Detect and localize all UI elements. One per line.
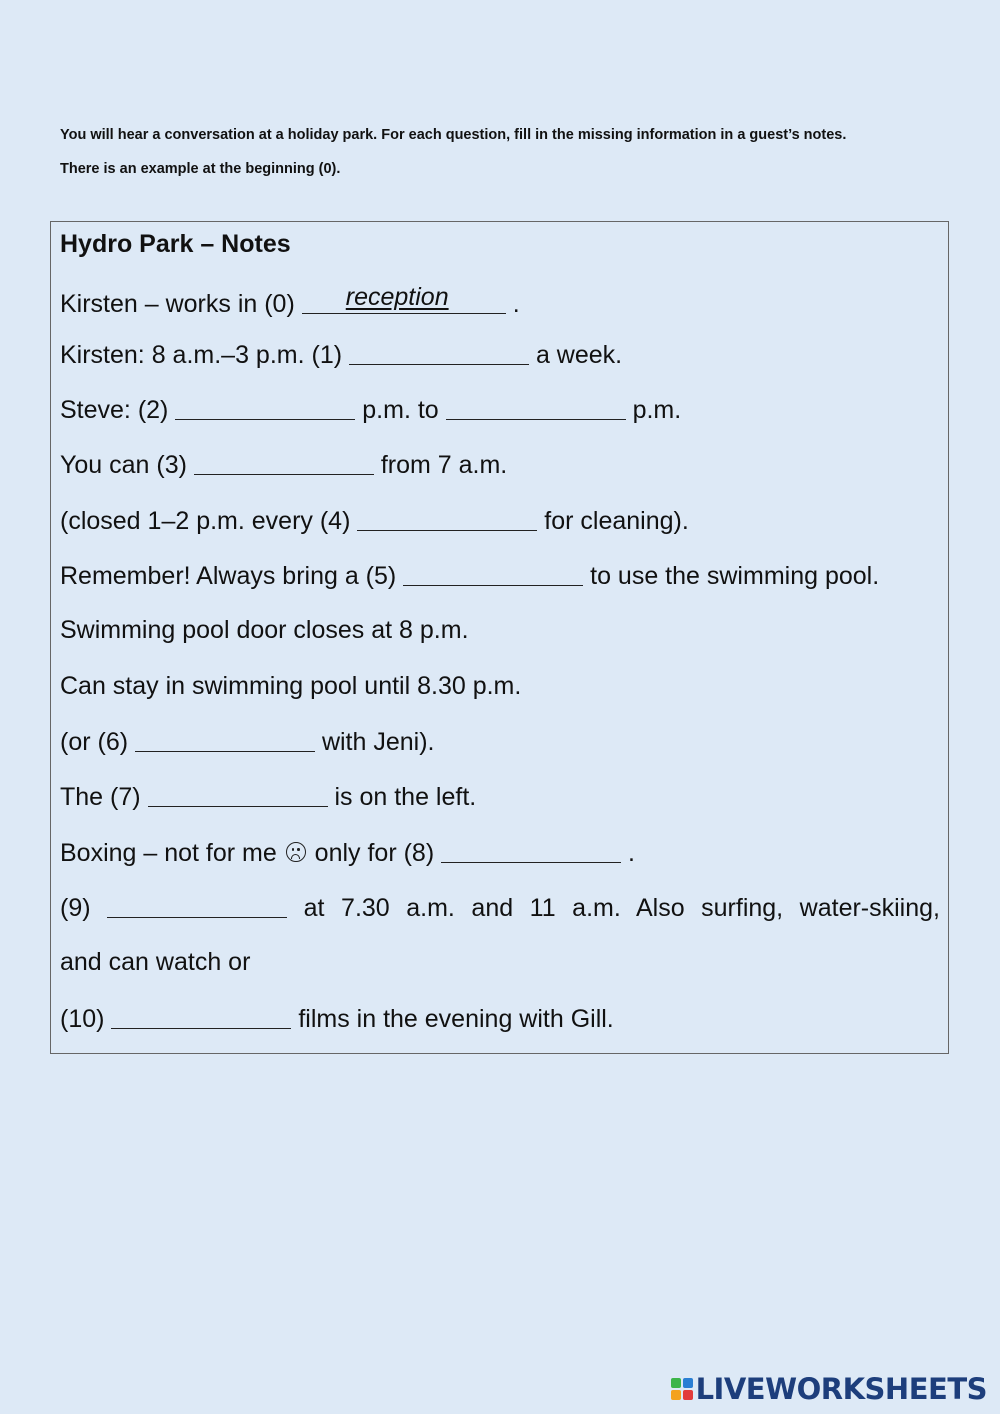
note-line-1: Kirsten: 8 a.m.–3 p.m. (1) a week.: [60, 336, 622, 373]
note-line-4: (closed 1–2 p.m. every (4) for cleaning).: [60, 502, 689, 539]
note-line-9: The (7) is on the left.: [60, 778, 476, 815]
answer-blank-2b[interactable]: [446, 393, 626, 420]
note-line-8: (or (6) with Jeni).: [60, 723, 434, 760]
example-answer: reception: [302, 283, 506, 314]
note-line-0: Kirsten – works in (0) reception .: [60, 283, 520, 318]
notes-box: [50, 221, 949, 1054]
note-line-3: You can (3) from 7 a.m.: [60, 446, 507, 483]
answer-blank-1[interactable]: [349, 338, 529, 365]
answer-blank-8[interactable]: [441, 836, 621, 863]
sad-face-icon: [286, 842, 306, 862]
instructions-line-1: You will hear a conversation at a holiday park. For each question, fill in the missing information in a guest’s notes.: [60, 127, 847, 143]
logo-text: LIVEWORKSHEETS: [695, 1372, 987, 1406]
note-line-7: Can stay in swimming pool until 8.30 p.m.: [60, 672, 522, 700]
liveworksheets-logo-icon: [671, 1378, 693, 1400]
note-line-5: Remember! Always bring a (5) to use the swimming pool.: [60, 557, 879, 594]
instructions: [60, 118, 960, 186]
note-line-6: Swimming pool door closes at 8 p.m.: [60, 616, 469, 644]
note-line-2: Steve: (2) p.m. to p.m.: [60, 391, 681, 428]
note-line-13: (10) films in the evening with Gill.: [60, 1000, 614, 1037]
answer-blank-7[interactable]: [148, 780, 328, 807]
answer-blank-3[interactable]: [194, 448, 374, 475]
answer-blank-9[interactable]: [107, 891, 287, 918]
answer-blank-2a[interactable]: [175, 393, 355, 420]
notes-title: Hydro Park – Notes: [60, 230, 291, 258]
answer-blank-6[interactable]: [135, 725, 315, 752]
instructions-line-2: There is an example at the beginning (0).: [60, 161, 341, 177]
answer-blank-4[interactable]: [357, 504, 537, 531]
note-line-12: and can watch or: [60, 948, 251, 976]
answer-blank-5[interactable]: [403, 559, 583, 586]
note-line-11: (9) at 7.30 a.m. and 11 a.m. Also surfing, water-skiing,: [60, 889, 940, 926]
note-line-10: Boxing – not for me only for (8) .: [60, 834, 635, 871]
answer-blank-10[interactable]: [111, 1002, 291, 1029]
liveworksheets-logo: [671, 1372, 987, 1406]
